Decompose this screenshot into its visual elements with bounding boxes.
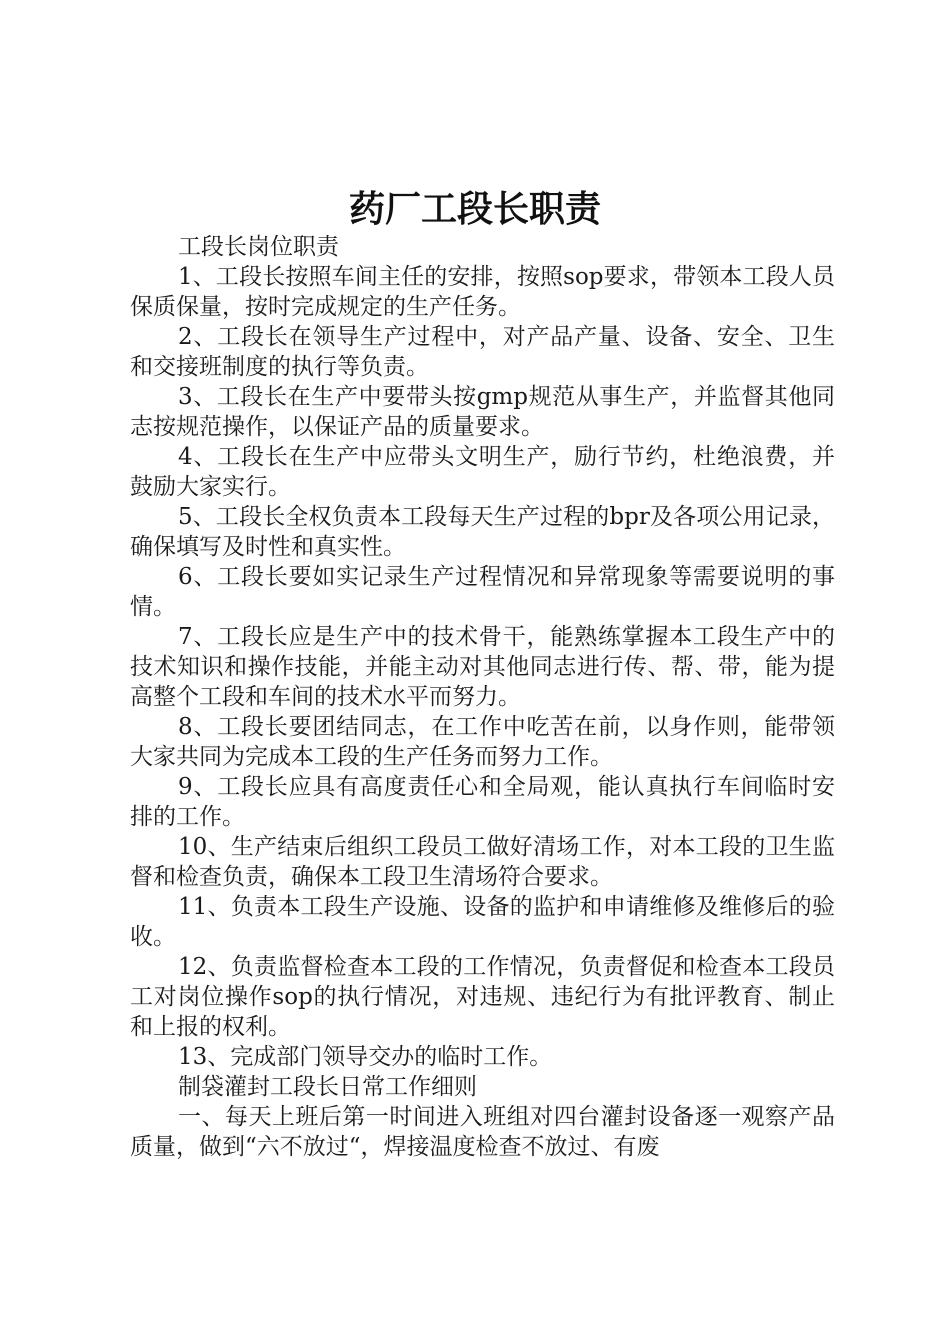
- subsection-paragraph: 一、每天上班后第一时间进入班组对四台灌封设备逐一观察产品质量，做到“六不放过“，焊接温度检查不放过、有废: [130, 1104, 835, 1160]
- duty-paragraph: 12、负责监督检查本工段的工作情况，负责督促和检查本工段员工对岗位操作sop的执行情况，对违规、违纪行为有批评教育、制止和上报的权利。: [130, 954, 835, 1040]
- duty-paragraph: 4、工段长在生产中应带头文明生产，励行节约，杜绝浪费，并鼓励大家实行。: [130, 444, 835, 500]
- duty-paragraph: 9、工段长应具有高度责任心和全局观，能认真执行车间临时安排的工作。: [130, 774, 835, 830]
- duty-paragraph: 3、工段长在生产中要带头按gmp规范从事生产，并监督其他同志按规范操作，以保证产品的质量要求。: [130, 384, 835, 440]
- duty-paragraph: 7、工段长应是生产中的技术骨干，能熟练掌握本工段生产中的技术知识和操作技能，并能主动对其他同志进行传、帮、带，能为提高整个工段和车间的技术水平而努力。: [130, 624, 835, 710]
- document-title: 药厂工段长职责: [348, 188, 601, 230]
- duty-paragraph: 1、工段长按照车间主任的安排，按照sop要求，带领本工段人员保质保量，按时完成规定的生产任务。: [130, 264, 835, 320]
- duty-paragraph: 8、工段长要团结同志，在工作中吃苦在前，以身作则，能带领大家共同为完成本工段的生产任务而努力工作。: [130, 714, 835, 770]
- duty-paragraph: 2、工段长在领导生产过程中，对产品产量、设备、安全、卫生和交接班制度的执行等负责。: [130, 324, 835, 380]
- duty-paragraph: 13、完成部门领导交办的临时工作。: [178, 1044, 553, 1070]
- duty-paragraph: 5、工段长全权负责本工段每天生产过程的bpr及各项公用记录，确保填写及时性和真实性。: [130, 504, 835, 560]
- section-heading: 工段长岗位职责: [178, 234, 339, 260]
- duty-paragraph: 10、生产结束后组织工段员工做好清场工作，对本工段的卫生监督和检查负责，确保本工段卫生清场符合要求。: [130, 834, 835, 890]
- duty-paragraph: 11、负责本工段生产设施、设备的监护和申请维修及维修后的验收。: [130, 894, 835, 950]
- subsection-heading: 制袋灌封工段长日常工作细则: [178, 1074, 477, 1100]
- document-body: [130, 232, 835, 1162]
- duty-paragraph: 6、工段长要如实记录生产过程情况和异常现象等需要说明的事情。: [130, 564, 835, 620]
